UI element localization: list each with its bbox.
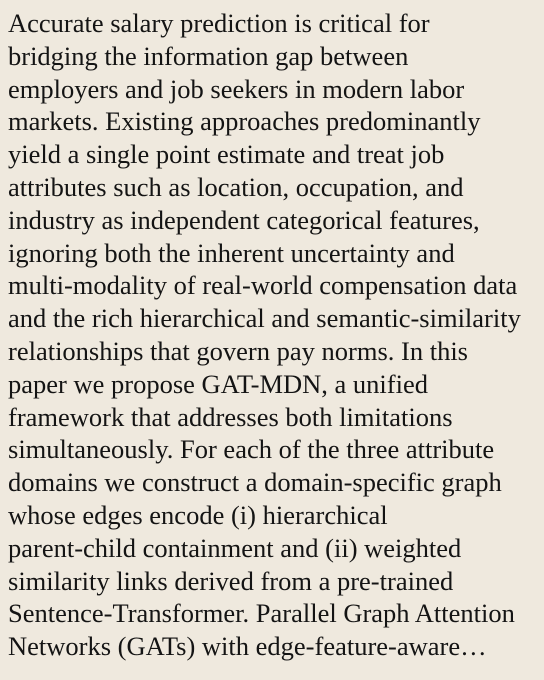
abstract-line: markets. Existing approaches predominantly bbox=[8, 106, 481, 137]
abstract-line: attributes such as location, occupation, and bbox=[8, 171, 464, 202]
abstract-line: paper we propose GAT-MDN, a unified bbox=[8, 368, 428, 399]
abstract-line: Sentence-Transformer. Parallel Graph Attention bbox=[8, 598, 515, 629]
abstract-line: industry as independent categorical features, bbox=[8, 204, 480, 235]
abstract-line: multi-modality of real-world compensation data bbox=[8, 270, 518, 301]
abstract-line: employers and job seekers in modern labor bbox=[8, 73, 465, 104]
abstract-line: Accurate salary prediction is critical for bbox=[8, 8, 430, 38]
abstract-line: simultaneously. For each of the three attribute bbox=[8, 434, 495, 465]
abstract-line: similarity links derived from a pre-trained bbox=[8, 565, 454, 596]
abstract-line: and the rich hierarchical and semantic-similarity bbox=[8, 303, 521, 334]
abstract-line: yield a single point estimate and treat job bbox=[8, 139, 445, 170]
abstract-line: Networks (GATs) with edge-feature-aware… bbox=[8, 631, 487, 662]
abstract-line: domains we construct a domain-specific graph bbox=[8, 467, 502, 498]
abstract-line: bridging the information gap between bbox=[8, 40, 409, 71]
abstract-line: whose edges encode (i) hierarchical bbox=[8, 499, 388, 530]
abstract-line: framework that addresses both limitations bbox=[8, 401, 453, 432]
abstract-line: ignoring both the inherent uncertainty and bbox=[8, 237, 455, 268]
abstract-line: parent-child containment and (ii) weighted bbox=[8, 532, 462, 563]
abstract-line: relationships that govern pay norms. In this bbox=[8, 335, 468, 366]
